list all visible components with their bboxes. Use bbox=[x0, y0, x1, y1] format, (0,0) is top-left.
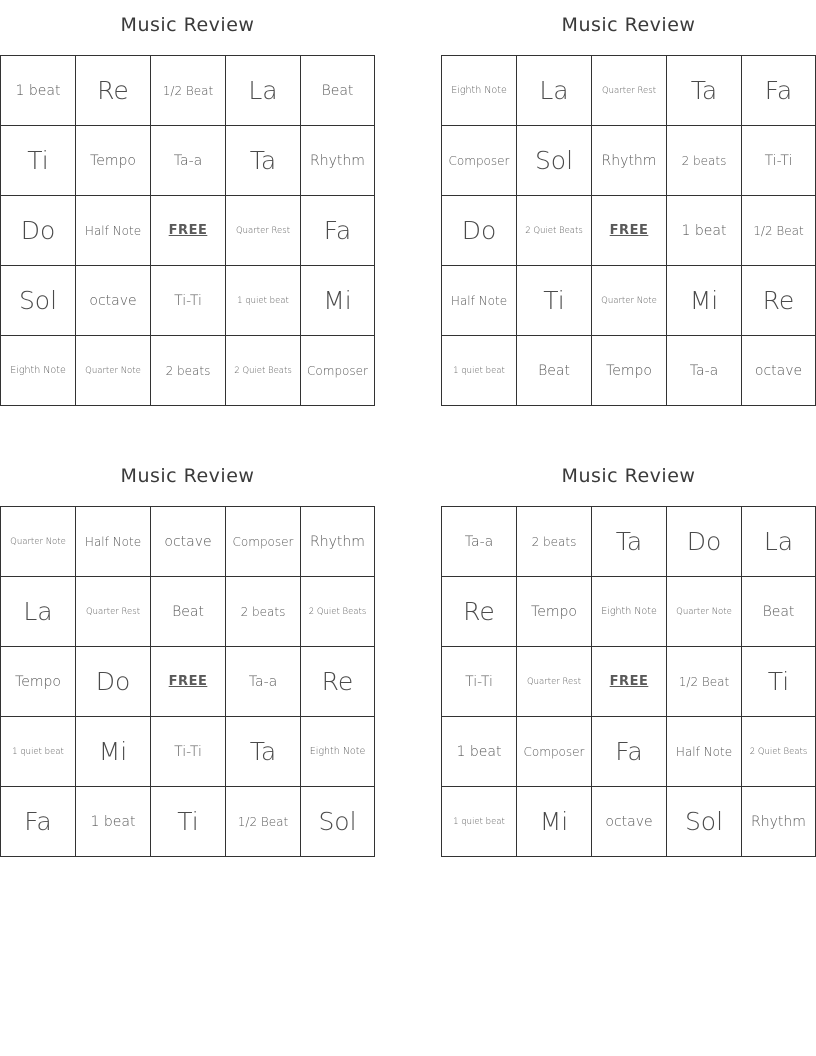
bingo-cell: Ti-Ti bbox=[151, 717, 226, 787]
bingo-cell: Ta-a bbox=[667, 336, 742, 406]
bingo-cell: 2 Quiet Beats bbox=[517, 196, 592, 266]
bingo-cell: La bbox=[517, 56, 592, 126]
bingo-cell: Ta bbox=[226, 717, 301, 787]
bingo-grid bbox=[441, 55, 816, 406]
free-space-cell: FREE bbox=[592, 196, 667, 266]
bingo-cell: octave bbox=[742, 336, 816, 406]
bingo-cell: Ti bbox=[151, 787, 226, 857]
bingo-cell: Quarter Rest bbox=[592, 56, 667, 126]
bingo-cell: Beat bbox=[151, 577, 226, 647]
free-space-cell: FREE bbox=[151, 196, 226, 266]
bingo-cell: octave bbox=[76, 266, 151, 336]
bingo-cell: Mi bbox=[667, 266, 742, 336]
bingo-cell: Fa bbox=[1, 787, 76, 857]
bingo-cell: Ta bbox=[592, 507, 667, 577]
bingo-cell: Beat bbox=[517, 336, 592, 406]
bingo-cell: Ti-Ti bbox=[742, 126, 816, 196]
card-title: Music Review bbox=[561, 14, 696, 36]
bingo-cell: Re bbox=[301, 647, 375, 717]
bingo-cell: 2 beats bbox=[151, 336, 226, 406]
bingo-cell: Quarter Rest bbox=[517, 647, 592, 717]
bingo-cell: Ti-Ti bbox=[151, 266, 226, 336]
bingo-cell: Sol bbox=[517, 126, 592, 196]
bingo-cell: Ti-Ti bbox=[442, 647, 517, 717]
bingo-cell: Ta-a bbox=[226, 647, 301, 717]
bingo-cell: 1 beat bbox=[1, 56, 76, 126]
bingo-cell: Half Note bbox=[667, 717, 742, 787]
bingo-cell: Composer bbox=[517, 717, 592, 787]
bingo-cell: 1/2 Beat bbox=[742, 196, 816, 266]
free-space-cell: FREE bbox=[151, 647, 226, 717]
bingo-cell: 1/2 Beat bbox=[667, 647, 742, 717]
bingo-cell: Do bbox=[667, 507, 742, 577]
bingo-cell: 1 beat bbox=[667, 196, 742, 266]
bingo-cell: 1 quiet beat bbox=[226, 266, 301, 336]
card-title: Music Review bbox=[120, 465, 255, 487]
bingo-cell: Do bbox=[1, 196, 76, 266]
bingo-cell: Re bbox=[742, 266, 816, 336]
bingo-cell: Half Note bbox=[442, 266, 517, 336]
bingo-cell: 2 Quiet Beats bbox=[226, 336, 301, 406]
bingo-grid bbox=[0, 506, 375, 857]
bingo-cell: Rhythm bbox=[742, 787, 816, 857]
bingo-cell: Ti bbox=[742, 647, 816, 717]
bingo-cell: Ta bbox=[226, 126, 301, 196]
bingo-cell: Do bbox=[76, 647, 151, 717]
bingo-cell: Quarter Rest bbox=[76, 577, 151, 647]
bingo-cell: Beat bbox=[301, 56, 375, 126]
bingo-cell: Ti bbox=[1, 126, 76, 196]
bingo-cell: Tempo bbox=[76, 126, 151, 196]
bingo-cell: Sol bbox=[667, 787, 742, 857]
bingo-cell: Re bbox=[76, 56, 151, 126]
bingo-cell: Ti bbox=[517, 266, 592, 336]
bingo-cell: Tempo bbox=[592, 336, 667, 406]
bingo-cell: Sol bbox=[1, 266, 76, 336]
bingo-grid bbox=[441, 506, 816, 857]
bingo-cell: Do bbox=[442, 196, 517, 266]
bingo-cell: 1 beat bbox=[76, 787, 151, 857]
bingo-cell: Rhythm bbox=[592, 126, 667, 196]
bingo-cell: 2 Quiet Beats bbox=[301, 577, 375, 647]
bingo-cell: Ta bbox=[667, 56, 742, 126]
free-space-cell: FREE bbox=[592, 647, 667, 717]
bingo-cell: octave bbox=[151, 507, 226, 577]
bingo-cell: 1/2 Beat bbox=[226, 787, 301, 857]
bingo-cell: 1 quiet beat bbox=[442, 336, 517, 406]
bingo-cell: La bbox=[742, 507, 816, 577]
bingo-cell: Mi bbox=[301, 266, 375, 336]
bingo-cell: Fa bbox=[742, 56, 816, 126]
bingo-cell: Re bbox=[442, 577, 517, 647]
bingo-cell: Eighth Note bbox=[442, 56, 517, 126]
bingo-cell: Fa bbox=[592, 717, 667, 787]
bingo-cell: 1 quiet beat bbox=[442, 787, 517, 857]
bingo-cell: 1/2 Beat bbox=[151, 56, 226, 126]
bingo-cell: Fa bbox=[301, 196, 375, 266]
bingo-cell: Sol bbox=[301, 787, 375, 857]
bingo-cell: 1 quiet beat bbox=[1, 717, 76, 787]
bingo-cell: Rhythm bbox=[301, 126, 375, 196]
bingo-cell: Quarter Note bbox=[76, 336, 151, 406]
bingo-cell: Composer bbox=[442, 126, 517, 196]
bingo-cell: Quarter Note bbox=[667, 577, 742, 647]
bingo-cell: Quarter Note bbox=[592, 266, 667, 336]
bingo-cell: Ta-a bbox=[442, 507, 517, 577]
bingo-cell: Tempo bbox=[517, 577, 592, 647]
bingo-cell: Composer bbox=[301, 336, 375, 406]
bingo-cell: Quarter Rest bbox=[226, 196, 301, 266]
bingo-cell: 2 Quiet Beats bbox=[742, 717, 816, 787]
bingo-cell: Beat bbox=[742, 577, 816, 647]
bingo-cell: Half Note bbox=[76, 196, 151, 266]
bingo-cell: Quarter Note bbox=[1, 507, 76, 577]
bingo-cell: Eighth Note bbox=[1, 336, 76, 406]
bingo-cell: Eighth Note bbox=[592, 577, 667, 647]
bingo-cell: Half Note bbox=[76, 507, 151, 577]
bingo-cell: Rhythm bbox=[301, 507, 375, 577]
bingo-cell: Eighth Note bbox=[301, 717, 375, 787]
bingo-cell: octave bbox=[592, 787, 667, 857]
bingo-cell: La bbox=[1, 577, 76, 647]
bingo-cell: 2 beats bbox=[667, 126, 742, 196]
bingo-cell: 2 beats bbox=[517, 507, 592, 577]
card-title: Music Review bbox=[120, 14, 255, 36]
bingo-cell: Composer bbox=[226, 507, 301, 577]
bingo-cell: Mi bbox=[76, 717, 151, 787]
bingo-cell: 1 beat bbox=[442, 717, 517, 787]
bingo-cell: Ta-a bbox=[151, 126, 226, 196]
bingo-cell: Mi bbox=[517, 787, 592, 857]
bingo-cell: Tempo bbox=[1, 647, 76, 717]
bingo-cell: 2 beats bbox=[226, 577, 301, 647]
card-title: Music Review bbox=[561, 465, 696, 487]
bingo-grid bbox=[0, 55, 375, 406]
bingo-cell: La bbox=[226, 56, 301, 126]
